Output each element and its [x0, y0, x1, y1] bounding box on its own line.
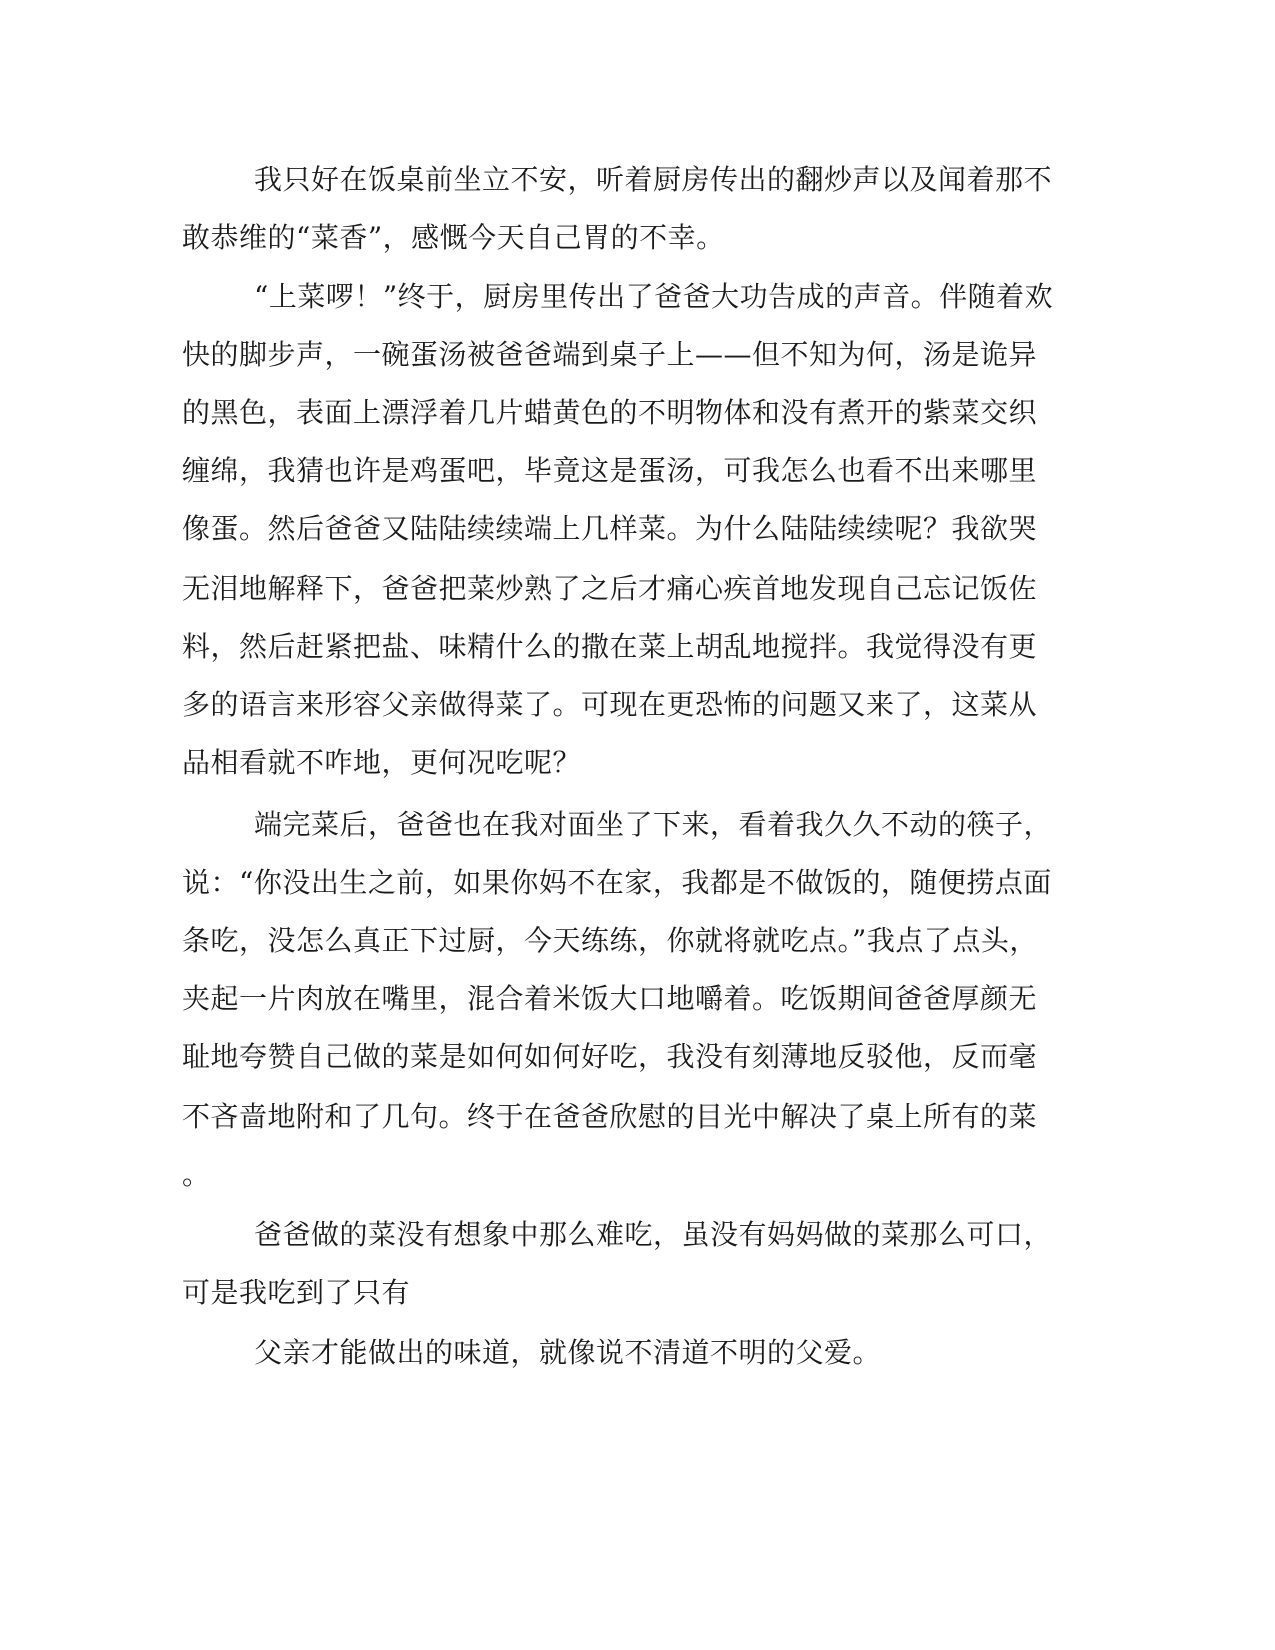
text-line: 的黑色，表面上漂浮着几片蜡黄色的不明物体和没有煮开的紫菜交织 [182, 396, 1038, 429]
text-line: 缠绵，我猜也许是鸡蛋吧，毕竟这是蛋汤，可我怎么也看不出来哪里 [182, 454, 1038, 487]
text-line: 料，然后赶紧把盐、味精什么的撒在菜上胡乱地搅拌。我觉得没有更 [182, 630, 1038, 663]
text-line: 夹起一片肉放在嘴里，混合着米饭大口地嚼着。吃饭期间爸爸厚颜无 [182, 982, 1038, 1015]
text-line: 敢恭维的“菜香”，感慨今天自己胃的不幸。 [182, 221, 725, 254]
text-line: 可是我吃到了只有 [182, 1276, 411, 1309]
text-line: 无泪地解释下，爸爸把菜炒熟了之后才痛心疾首地发现自己忘记饭佐 [182, 572, 1038, 605]
text-line: 爸爸做的菜没有想象中那么难吃，虽没有妈妈做的菜那么可口， [254, 1218, 1053, 1251]
text-line: 。 [182, 1158, 211, 1191]
text-line: 我只好在饭桌前坐立不安，听着厨房传出的翻炒声以及闻着那不 [254, 163, 1053, 196]
text-line: 端完菜后，爸爸也在我对面坐了下来，看着我久久不动的筷子， [254, 808, 1053, 841]
text-line: 不吝啬地附和了几句。终于在爸爸欣慰的目光中解决了桌上所有的菜 [182, 1100, 1038, 1133]
text-line: 像蛋。然后爸爸又陆陆续续端上几样菜。为什么陆陆续续呢？我欲哭 [182, 512, 1038, 545]
text-line: “上菜啰！”终于，厨房里传出了爸爸大功告成的声音。伴随着欢 [254, 280, 1054, 313]
text-line: 快的脚步声，一碗蛋汤被爸爸端到桌子上——但不知为何，汤是诡异 [182, 338, 1038, 371]
text-line: 父亲才能做出的味道，就像说不清道不明的父爱。 [254, 1336, 882, 1369]
text-line: 品相看就不咋地，更何况吃呢？ [182, 746, 582, 779]
text-line: 条吃，没怎么真正下过厨，今天练练，你就将就吃点。”我点了点头， [182, 924, 1038, 957]
text-line: 说：“你没出生之前，如果你妈不在家，我都是不做饭的，随便捞点面 [182, 866, 1052, 899]
text-line: 耻地夸赞自己做的菜是如何如何好吃，我没有刻薄地反驳他，反而毫 [182, 1040, 1038, 1073]
text-line: 多的语言来形容父亲做得菜了。可现在更恐怖的问题又来了，这菜从 [182, 688, 1038, 721]
